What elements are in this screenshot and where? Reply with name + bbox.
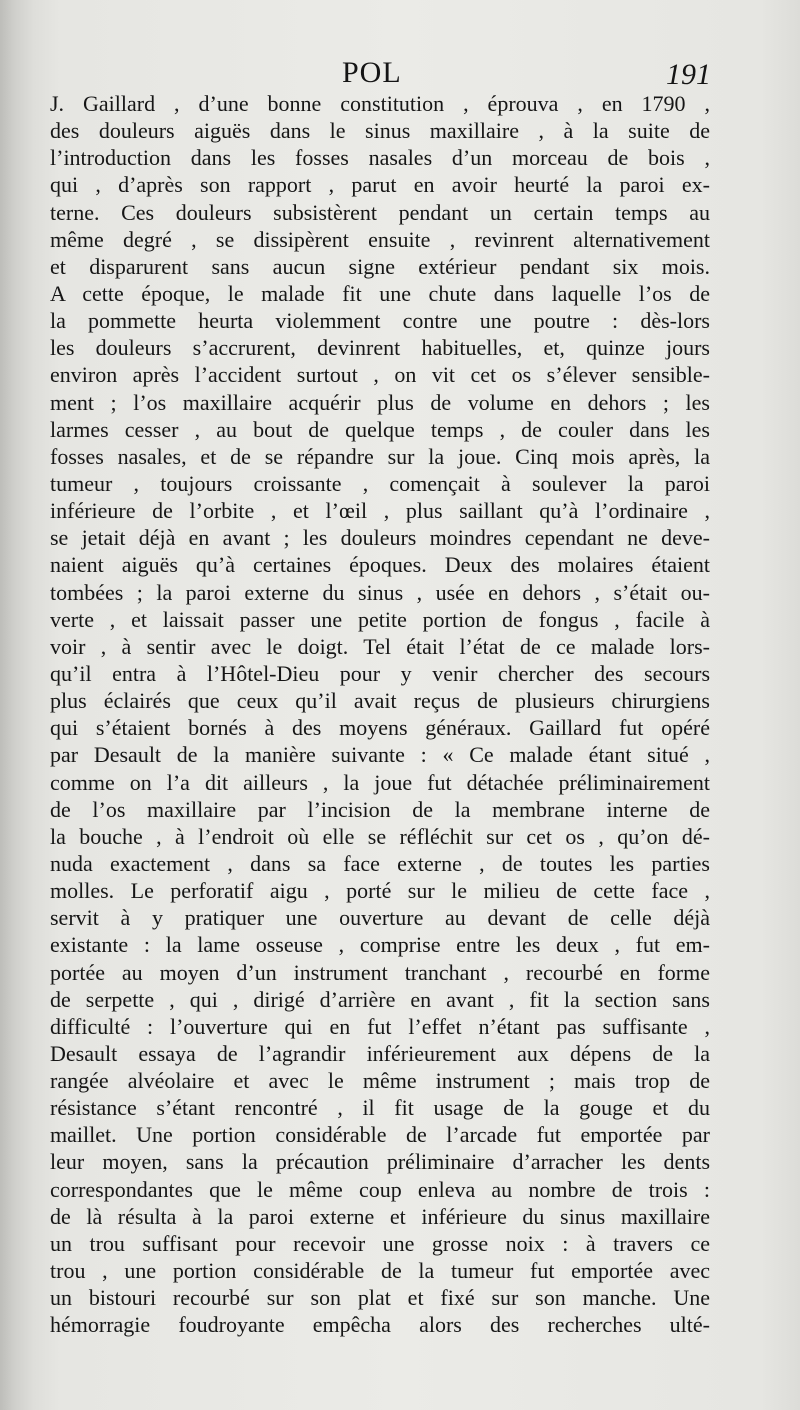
text-line: de là résulta à la paroi externe et inférieure du sinus maxillaire bbox=[50, 1203, 710, 1229]
text-line: Desault essaya de l’agrandir inférieurement aux dépens de la bbox=[50, 1040, 710, 1066]
text-line: ment ; l’os maxillaire acquérir plus de volume en dehors ; les bbox=[50, 389, 710, 415]
text-line: A cette époque, le malade fit une chute dans laquelle l’os de bbox=[50, 280, 710, 306]
text-line: inférieure de l’orbite , et l’œil , plus saillant qu’à l’ordinaire , bbox=[50, 498, 710, 524]
text-line: un bistouri recourbé sur son plat et fixé sur son manche. Une bbox=[50, 1285, 710, 1311]
text-line: servit à y pratiquer une ouverture au devant de celle déjà bbox=[50, 905, 710, 931]
text-line: résistance s’étant rencontré , il fit usage de la gouge et du bbox=[50, 1095, 710, 1121]
page-number: 191 bbox=[666, 58, 711, 91]
text-line: naient aiguës qu’à certaines époques. Deux des molaires étaient bbox=[50, 552, 710, 578]
text-line: qui s’étaient bornés à des moyens généraux. Gaillard fut opéré bbox=[50, 715, 710, 741]
text-line: un trou suffisant pour recevoir une grosse noix : à travers ce bbox=[50, 1230, 710, 1256]
text-line: hémorragie foudroyante empêcha alors des recherches ulté- bbox=[50, 1312, 710, 1338]
text-line: tombées ; la paroi externe du sinus , usée en dehors , s’était ou- bbox=[50, 579, 710, 605]
text-line: par Desault de la manière suivante : « Ce malade étant situé , bbox=[50, 742, 710, 768]
text-line: existante : la lame osseuse , comprise entre les deux , fut em- bbox=[50, 932, 710, 958]
text-line: J. Gaillard , d’une bonne constitution , éprouva , en 1790 , bbox=[50, 91, 710, 116]
text-line: se jetait déjà en avant ; les douleurs moindres cependant ne deve- bbox=[50, 525, 710, 551]
text-line: voir , à sentir avec le doigt. Tel était l’état de ce malade lors- bbox=[50, 633, 710, 659]
text-line: fosses nasales, et de se répandre sur la joue. Cinq mois après, la bbox=[50, 443, 710, 469]
text-line: larmes cesser , au bout de quelque temps , de couler dans les bbox=[50, 416, 710, 442]
text-line: difficulté : l’ouverture qui en fut l’effet n’étant pas suffisante , bbox=[50, 1013, 710, 1039]
text-line: verte , et laissait passer une petite portion de fongus , facile à bbox=[50, 606, 710, 632]
text-line: trou , une portion considérable de la tumeur fut emportée avec bbox=[50, 1258, 710, 1284]
text-line: rangée alvéolaire et avec le même instrument ; mais trop de bbox=[50, 1068, 710, 1094]
text-line: maillet. Une portion considérable de l’arcade fut emportée par bbox=[50, 1122, 710, 1148]
text-line: plus éclairés que ceux qu’il avait reçus de plusieurs chirurgiens bbox=[50, 688, 710, 714]
text-line: la bouche , à l’endroit où elle se réfléchit sur cet os , qu’on dé- bbox=[50, 823, 710, 849]
text-line: et disparurent sans aucun signe extérieur pendant six mois. bbox=[50, 253, 710, 279]
text-line: de serpette , qui , dirigé d’arrière en avant , fit la section sans bbox=[50, 986, 710, 1012]
text-line: l’introduction dans les fosses nasales d’un morceau de bois , bbox=[50, 145, 710, 171]
text-line: qui , d’après son rapport , parut en avoir heurté la paroi ex- bbox=[50, 172, 710, 198]
body-text bbox=[50, 90, 710, 1338]
text-line: portée au moyen d’un instrument tranchant , recourbé en forme bbox=[50, 959, 710, 985]
text-line: correspondantes que le même coup enleva au nombre de trois : bbox=[50, 1176, 710, 1202]
text-line: comme on l’a dit ailleurs , la joue fut détachée préliminairement bbox=[50, 769, 710, 795]
text-line: qu’il entra à l’Hôtel-Dieu pour y venir chercher des secours bbox=[50, 660, 710, 686]
text-line: leur moyen, sans la précaution préliminaire d’arracher les dents bbox=[50, 1149, 710, 1175]
text-line: environ après l’accident surtout , on vit cet os s’élever sensible- bbox=[50, 362, 710, 388]
running-head-title: POL bbox=[342, 56, 402, 89]
text-line: la pommette heurta violemment contre une poutre : dès-lors bbox=[50, 308, 710, 334]
text-line: terne. Ces douleurs subsistèrent pendant un certain temps au bbox=[50, 199, 710, 225]
text-line: nuda exactement , dans sa face externe , de toutes les parties bbox=[50, 850, 710, 876]
text-line: tumeur , toujours croissante , començait à soulever la paroi bbox=[50, 470, 710, 496]
text-line: molles. Le perforatif aigu , porté sur le milieu de cette face , bbox=[50, 878, 710, 904]
text-line: des douleurs aiguës dans le sinus maxillaire , à la suite de bbox=[50, 118, 710, 144]
text-line: même degré , se dissipèrent ensuite , revinrent alternativement bbox=[50, 226, 710, 252]
text-line: de l’os maxillaire par l’incision de la membrane interne de bbox=[50, 796, 710, 822]
text-line: les douleurs s’accrurent, devinrent habituelles, et, quinze jours bbox=[50, 335, 710, 361]
